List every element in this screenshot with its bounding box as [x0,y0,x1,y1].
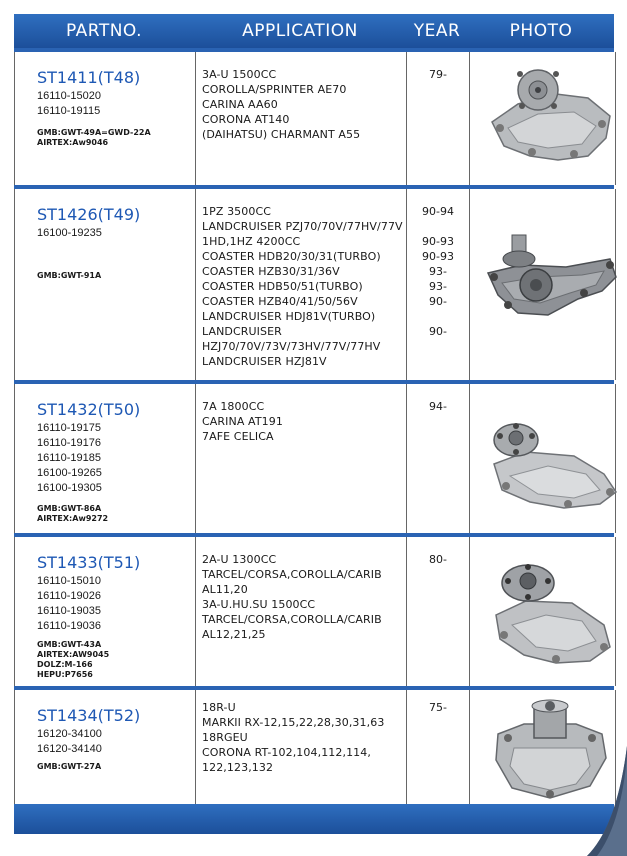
application-cell [196,189,407,380]
cross-reference: GMB:GWT-86A [37,504,102,513]
cross-reference: GMB:GWT-91A [37,271,102,280]
water-pump-photo [478,229,622,339]
part-cell [15,537,196,686]
application-line: CARINA AA60 [202,98,278,111]
application-line: HZJ70/70V/73V/73HV/77V/77HV [202,340,381,353]
oem-number: 16110-19035 [37,605,102,617]
cross-reference: AIRTEX:AW9045 [37,650,110,659]
cross-reference-list [37,504,108,524]
table-row [14,189,616,380]
application-line: CORONA AT140 [202,113,290,126]
year-value: 79- [429,68,447,81]
photo-cell [470,189,615,380]
application-line: LANDCRUISER PZJ70/70V/77HV/77V [202,220,403,233]
photo-cell [470,52,615,185]
part-number: ST1433(T51) [37,553,141,572]
year-cell [407,384,470,533]
cross-reference: DOLZ:M-166 [37,660,93,669]
application-line: COASTER HDB50/51(TURBO) [202,280,363,293]
oem-number: 16100-19305 [37,482,102,494]
cross-reference: GMB:GWT-49A=GWD-22A [37,128,151,137]
application-line: 7A 1800CC [202,400,265,413]
cross-reference-list [37,762,101,772]
application-line: COASTER HDB20/30/31(TURBO) [202,250,381,263]
part-number: ST1432(T50) [37,400,141,419]
year-value: 90- [429,325,447,338]
oem-number: 16110-19115 [37,105,101,117]
year-value: 90-93 [422,250,454,263]
application-cell [196,690,407,804]
application-line: 1HD,1HZ 4200CC [202,235,301,248]
year-cell [407,537,470,686]
footer-bar [14,804,614,834]
part-cell [15,189,196,380]
application-line: 122,123,132 [202,761,274,774]
water-pump-photo [478,412,622,522]
application-line: LANDCRUISER HDJ81V(TURBO) [202,310,376,323]
application-line: TARCEL/CORSA,COROLLA/CARIB [202,613,382,626]
part-cell [15,384,196,533]
header-year: YEAR [413,21,461,41]
application-line: LANDCRUISER [202,325,282,338]
oem-number: 16100-19265 [37,467,102,479]
cross-reference: GMB:GWT-27A [37,762,102,771]
year-cell [407,690,470,804]
application-line: LANDCRUISER HZJ81V [202,355,327,368]
oem-list [37,727,195,757]
application-line: CARINA AT191 [202,415,283,428]
water-pump-photo [478,551,622,671]
year-cell [407,52,470,185]
header-part-no: PARTNO. [65,21,143,41]
oem-list [37,226,195,241]
part-cell [15,52,196,185]
part-number: ST1426(T49) [37,205,141,224]
photo-cell [470,384,615,533]
oem-number: 16110-19185 [37,452,102,464]
year-value: 90-94 [422,205,454,218]
oem-list [37,421,195,496]
photo-cell [470,537,615,686]
year-value: 93- [429,265,447,278]
application-line: TARCEL/CORSA,COROLLA/CARIB [202,568,382,581]
water-pump-photo [478,64,622,174]
table-header [14,14,614,48]
oem-list [37,89,195,119]
table-row [14,690,616,804]
table-row [14,384,616,533]
year-value: 75- [429,701,447,714]
oem-number: 16120-34100 [37,728,102,740]
application-line: CORONA RT-102,104,112,114, [202,746,371,759]
table-row [14,537,616,686]
year-cell [407,189,470,380]
application-line: AL11,20 [202,583,248,596]
cross-reference-list [37,271,101,281]
oem-number: 16100-19235 [37,227,102,239]
part-number: ST1411(T48) [37,68,141,87]
cross-reference: GMB:GWT-43A [37,640,102,649]
year-value: 93- [429,280,447,293]
table-row [14,52,616,185]
year-value: 80- [429,553,447,566]
header-application: APPLICATION [242,21,358,41]
application-line: 1PZ 3500CC [202,205,272,218]
application-line: AL12,21,25 [202,628,266,641]
application-line: 7AFE CELICA [202,430,274,443]
cross-reference-list [37,128,151,148]
oem-number: 16110-15020 [37,90,102,102]
cross-reference: HEPU:P7656 [37,670,93,679]
oem-number: 16110-15010 [37,575,102,587]
header-photo: PHOTO [509,21,573,41]
page-curl-decoration [587,746,627,856]
year-value: 90-93 [422,235,454,248]
part-number: ST1434(T52) [37,706,141,725]
application-line: COROLLA/SPRINTER AE70 [202,83,347,96]
oem-number: 16110-19175 [37,422,102,434]
application-cell [196,384,407,533]
application-cell [196,537,407,686]
cross-reference: AIRTEX:Aw9046 [37,138,109,147]
application-cell [196,52,407,185]
application-line: COASTER HZB30/31/36V [202,265,340,278]
oem-number: 16110-19036 [37,620,102,632]
cross-reference: AIRTEX:Aw9272 [37,514,109,523]
oem-list [37,574,195,634]
application-line: 18RGEU [202,731,248,744]
oem-number: 16110-19176 [37,437,102,449]
application-line: 18R-U [202,701,236,714]
cross-reference-list [37,640,109,680]
application-line: 3A-U.HU.SU 1500CC [202,598,316,611]
oem-number: 16120-34140 [37,743,102,755]
application-line: 2A-U 1300CC [202,553,277,566]
application-line: 3A-U 1500CC [202,68,277,81]
year-value: 94- [429,400,447,413]
year-value: 90- [429,295,447,308]
application-line: (DAIHATSU) CHARMANT A55 [202,128,361,141]
application-line: MARKII RX-12,15,22,28,30,31,63 [202,716,385,729]
oem-number: 16110-19026 [37,590,102,602]
application-line: COASTER HZB40/41/50/56V [202,295,358,308]
part-cell [15,690,196,804]
